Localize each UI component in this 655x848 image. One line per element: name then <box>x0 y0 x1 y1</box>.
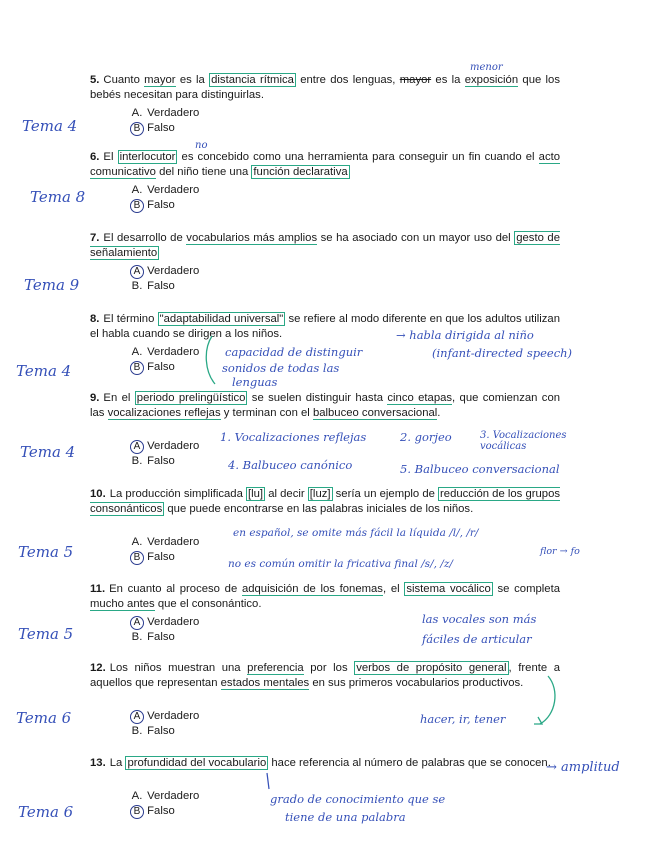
handwritten-note: sonidos de todas las <box>222 361 340 375</box>
handwritten-note: 3. Vocalizaciones vocálicas <box>480 430 567 452</box>
option-a[interactable]: A Verdadero <box>130 264 199 279</box>
option-b[interactable]: B Falso <box>130 360 175 375</box>
question-stem: 11. En cuanto al proceso de adquisición de los fonemas, el sistema vocálico se completa mucho antes que el consonántico. <box>90 583 560 610</box>
question-stem: 9. En el periodo prelingüístico se suelen distinguir hasta cinco etapas, que comienzan con las vocalizaciones reflejas y terminan con el balbuceo conversacional. <box>90 392 561 419</box>
handwritten-note: menor <box>470 62 503 73</box>
tema-label: Tema 5 <box>18 543 74 561</box>
handwritten-note: 1. Vocalizaciones reflejas <box>220 430 367 444</box>
handwritten-note: capacidad de distinguir <box>225 345 363 359</box>
option-b[interactable]: B. Falso <box>131 455 175 467</box>
handwritten-note: 5. Balbuceo conversacional <box>400 462 560 476</box>
handwritten-note: lenguas <box>232 375 278 389</box>
option-a[interactable]: A. Verdadero <box>131 536 200 548</box>
option-b[interactable]: B. Falso <box>131 631 175 643</box>
handwritten-note: no es común omitir la fricativa final /s/, /z/ <box>228 558 453 570</box>
handwritten-note: no <box>195 140 208 151</box>
handwritten-note: flor → fo <box>540 546 580 557</box>
tema-label: Tema 5 <box>18 625 74 643</box>
question-stem: 10. La producción simplificada [lu] al decir [luz] sería un ejemplo de reducción de los grupos consonánticos que puede encontrarse en las palabras iniciales de los niños. <box>90 488 561 515</box>
option-a[interactable]: A Verdadero <box>130 615 199 630</box>
handwritten-note: → amplitud <box>546 760 620 775</box>
option-b[interactable]: B Falso <box>130 804 175 819</box>
handwritten-note: en español, se omite más fácil la líquida /l/, /r/ <box>233 527 479 539</box>
question-stem: 7. El desarrollo de vocabularios más amplios se ha asociado con un mayor uso del gesto de señalamiento <box>90 232 560 259</box>
tema-label: Tema 9 <box>24 276 80 294</box>
option-b[interactable]: B. Falso <box>131 725 175 737</box>
handwritten-note: hacer, ir, tener <box>420 712 506 726</box>
handwritten-note: → habla dirigida al niño <box>396 328 534 342</box>
question-7 <box>90 231 560 292</box>
option-b[interactable]: B. Falso <box>131 280 175 292</box>
tema-label: Tema 4 <box>22 117 78 135</box>
question-stem: 5. Cuanto mayor es la distancia rítmica entre dos lenguas, mayor es la exposición que los bebés necesitan para distinguirlas. <box>90 74 560 101</box>
option-b[interactable]: B Falso <box>130 198 175 213</box>
handwritten-note: fáciles de articular <box>422 632 532 646</box>
handwritten-note: tiene de una palabra <box>285 810 406 824</box>
handwritten-note: 2. gorjeo <box>400 430 452 444</box>
option-a[interactable]: A. Verdadero <box>131 184 200 196</box>
question-6 <box>90 150 561 211</box>
tema-label: Tema 8 <box>30 188 86 206</box>
question-stem: 13. La profundidad del vocabulario hace referencia al número de palabras que se conocen. <box>90 757 551 769</box>
handwritten-note: 4. Balbuceo canónico <box>228 458 353 472</box>
option-a[interactable]: A Verdadero <box>130 709 199 724</box>
tema-label: Tema 6 <box>16 709 72 727</box>
option-a[interactable]: A. Verdadero <box>131 346 200 358</box>
option-b[interactable]: B Falso <box>130 550 175 565</box>
option-b[interactable]: B Falso <box>130 121 175 136</box>
question-5 <box>90 73 560 134</box>
tema-label: Tema 4 <box>16 362 72 380</box>
handwritten-note: (infant-directed speech) <box>432 346 573 360</box>
handwritten-note: las vocales son más <box>422 612 537 626</box>
handwritten-note: grado de conocimiento que se <box>270 792 446 806</box>
tema-label: Tema 6 <box>18 803 74 821</box>
option-a[interactable]: A. Verdadero <box>131 107 200 119</box>
option-a[interactable]: A Verdadero <box>130 439 199 454</box>
question-stem: 12. Los niños muestran una preferencia por los verbos de propósito general , frente a aquellos que representan estados mentales en sus primeros vocabularios productivos. <box>90 662 560 689</box>
tema-label: Tema 4 <box>20 443 76 461</box>
question-stem: 8. El término "adaptabilidad universal" se refiere al modo diferente en que los adultos utilizan el habla cuando se dirigen a los niños. <box>90 313 560 340</box>
option-a[interactable]: A. Verdadero <box>131 790 200 802</box>
question-stem: 6. El interlocutor es concebido como una herramienta para conseguir un fin cuando el acto comunicativo del niño tiene una función declarativa <box>90 151 561 178</box>
